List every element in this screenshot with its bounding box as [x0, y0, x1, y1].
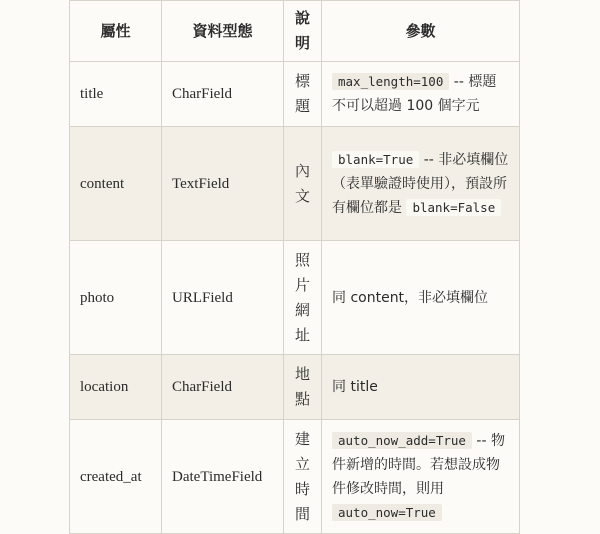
parameter-text: -- 標題不可以超過 100 個字元 [332, 74, 497, 114]
table-row [70, 127, 520, 241]
cell-description-text: 內文 [294, 161, 310, 205]
parameter-text: 同 content，非必填欄位 [332, 289, 489, 306]
model-fields-table-container [69, 0, 519, 534]
cell-data-type: TextField [162, 127, 284, 241]
cell-data-type: URLField [162, 241, 284, 355]
header-attribute: 屬性 [70, 1, 162, 62]
header-description [284, 1, 322, 62]
cell-parameter [322, 241, 520, 355]
cell-attribute: title [70, 62, 162, 127]
cell-parameter [322, 355, 520, 420]
cell-parameter [322, 62, 520, 127]
cell-data-type: DateTimeField [162, 420, 284, 534]
cell-description [284, 127, 322, 241]
cell-attribute: location [70, 355, 162, 420]
table-header-row [70, 1, 520, 62]
cell-description-text: 建立時間 [294, 429, 310, 523]
cell-parameter [322, 127, 520, 241]
cell-data-type: CharField [162, 355, 284, 420]
cell-description-text: 地點 [294, 365, 310, 408]
cell-parameter [322, 420, 520, 534]
parameter-code-secondary: blank=False [406, 199, 501, 216]
header-description-label: 說明 [294, 9, 310, 52]
header-data-type: 資料型態 [162, 1, 284, 62]
parameter-code: max_length=100 [332, 73, 449, 90]
cell-description-text: 照片網址 [294, 250, 310, 344]
parameter-code: auto_now_add=True [332, 432, 472, 449]
table-row [70, 241, 520, 355]
table-row [70, 420, 520, 534]
cell-description [284, 420, 322, 534]
parameter-code-secondary: auto_now=True [332, 504, 442, 521]
cell-description [284, 62, 322, 127]
cell-attribute: created_at [70, 420, 162, 534]
cell-attribute: content [70, 127, 162, 241]
model-fields-table [69, 0, 520, 534]
parameter-code: blank=True [332, 151, 419, 168]
header-parameter: 參數 [322, 1, 520, 62]
parameter-text: 同 title [332, 379, 378, 395]
table-row [70, 62, 520, 127]
cell-description-text: 標題 [294, 72, 310, 115]
cell-data-type: CharField [162, 62, 284, 127]
table-row [70, 355, 520, 420]
cell-description [284, 241, 322, 355]
parameter-text: -- 物件新增的時間。若想設成物件修改時間，則用 [332, 432, 505, 497]
cell-description [284, 355, 322, 420]
parameter-text: -- 非必填欄位（表單驗證時使用），預設所有欄位都是 [332, 151, 509, 216]
cell-attribute: photo [70, 241, 162, 355]
